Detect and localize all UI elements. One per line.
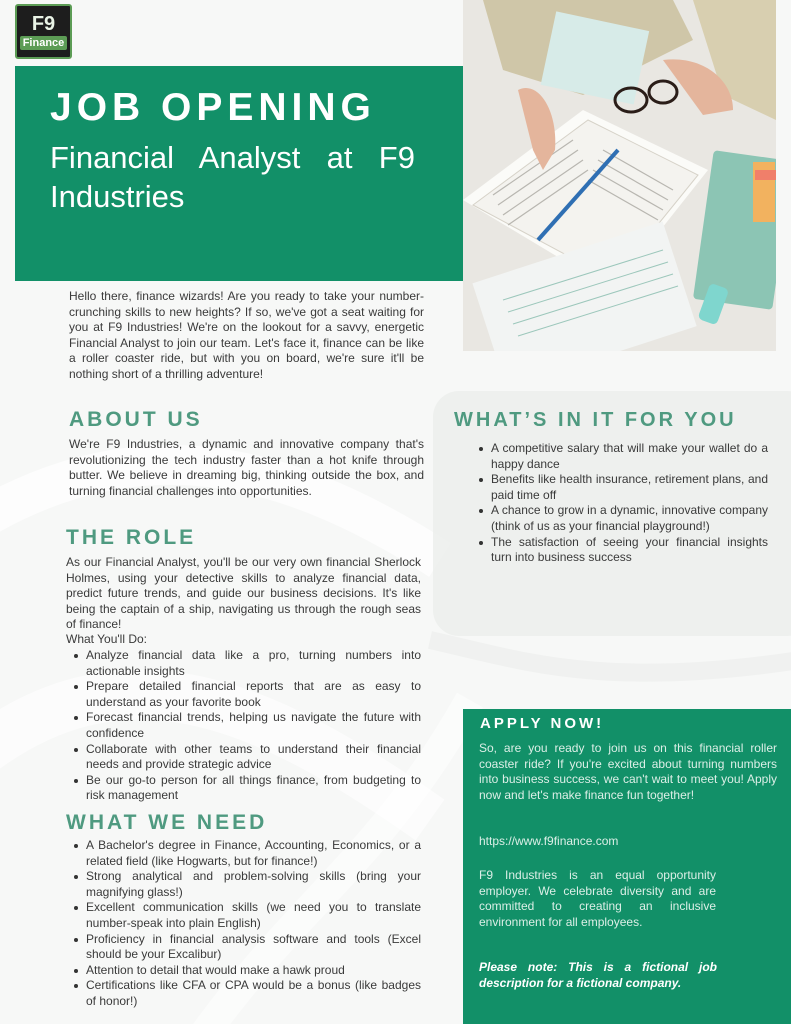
list-item: A Bachelor's degree in Finance, Accounting, Economics, or a related field (like Hogwarts, but for finance!) [70,838,421,869]
list-item: Strong analytical and problem-solving skills (bring your magnifying glass!) [70,869,421,900]
f9-finance-logo [15,4,72,59]
hero-subtitle: Financial Analyst at F9 Industries [50,140,415,214]
list-item: Collaborate with other teams to understand their financial needs and provide strategic advice [70,742,421,773]
list-item: Be our go-to person for all things finance, from budgeting to risk management [70,773,421,804]
list-item: Forecast financial trends, helping us navigate the future with confidence [70,710,421,741]
apply-url-link[interactable]: https://www.f9finance.com [479,834,619,848]
apply-paragraph: So, are you ready to join us on this financial roller coaster ride? If you're excited about turning numbers into business success, we can't wait to meet you! Apply now and let's make finance fun together! [479,741,777,802]
role-heading: THE ROLE [66,526,197,549]
list-item: A chance to grow in a dynamic, innovative company (think of us as your financial playground!) [475,503,768,534]
benefits-heading: WHAT’S IN IT FOR YOU [454,409,737,431]
list-item: The satisfaction of seeing your financial insights turn into business success [475,535,768,566]
list-item: Attention to detail that would make a hawk proud [70,963,421,979]
hero-banner [15,66,463,281]
list-item: A competitive salary that will make your wallet do a happy dance [475,441,768,472]
hero-title: JOB OPENING [50,86,376,129]
list-item: Benefits like health insurance, retirement plans, and paid time off [475,472,768,503]
logo-line2: Finance [20,36,68,50]
list-item: Analyze financial data like a pro, turning numbers into actionable insights [70,648,421,679]
benefits-list [475,441,768,566]
equal-opportunity-statement: F9 Industries is an equal opportunity employer. We celebrate diversity and are committed to creating an inclusive environment for all employees. [479,868,716,929]
list-item: Proficiency in financial analysis software and tools (Excel should be your Excalibur) [70,932,421,963]
role-paragraph: As our Financial Analyst, you'll be our very own financial Sherlock Holmes, using your detective skills to analyze financial data, predict future trends, and guide our business decisions. It's like being the captain of a ship, navigating us through the rough seas of finance! [66,555,421,632]
list-item: Certifications like CFA or CPA would be a bonus (like badges of honor!) [70,978,421,1009]
logo-line1: F9 [31,12,56,35]
role-list [70,648,421,804]
apply-panel [463,709,791,1024]
need-list [70,838,421,1010]
list-item: Excellent communication skills (we need you to translate number-speak into plain English) [70,900,421,931]
list-item: Prepare detailed financial reports that are as easy to understand as your favorite book [70,679,421,710]
hero-photo [463,0,776,351]
fictional-note: Please note: This is a fictional job description for a fictional company. [479,960,717,990]
role-do-label: What You'll Do: [66,632,148,646]
about-paragraph: We're F9 Industries, a dynamic and innovative company that's revolutionizing the tech industry faster than a hot knife through butter. We believe in dreaming big, thinking outside the box, and turning financial challenges into opportunities. [69,437,424,498]
about-heading: ABOUT US [69,408,203,431]
need-heading: WHAT WE NEED [66,811,268,834]
intro-paragraph: Hello there, finance wizards! Are you ready to take your number-crunching skills to new heights? If so, we've got a seat waiting for you at F9 Industries! We're on the lookout for a savvy, energetic Financial Analyst to join our team. Let's face it, finance can be like a roller coaster ride, but with you on board, we're sure it'll be nothing short of a thrilling adventure! [69,289,424,381]
apply-heading: APPLY NOW! [480,715,605,732]
